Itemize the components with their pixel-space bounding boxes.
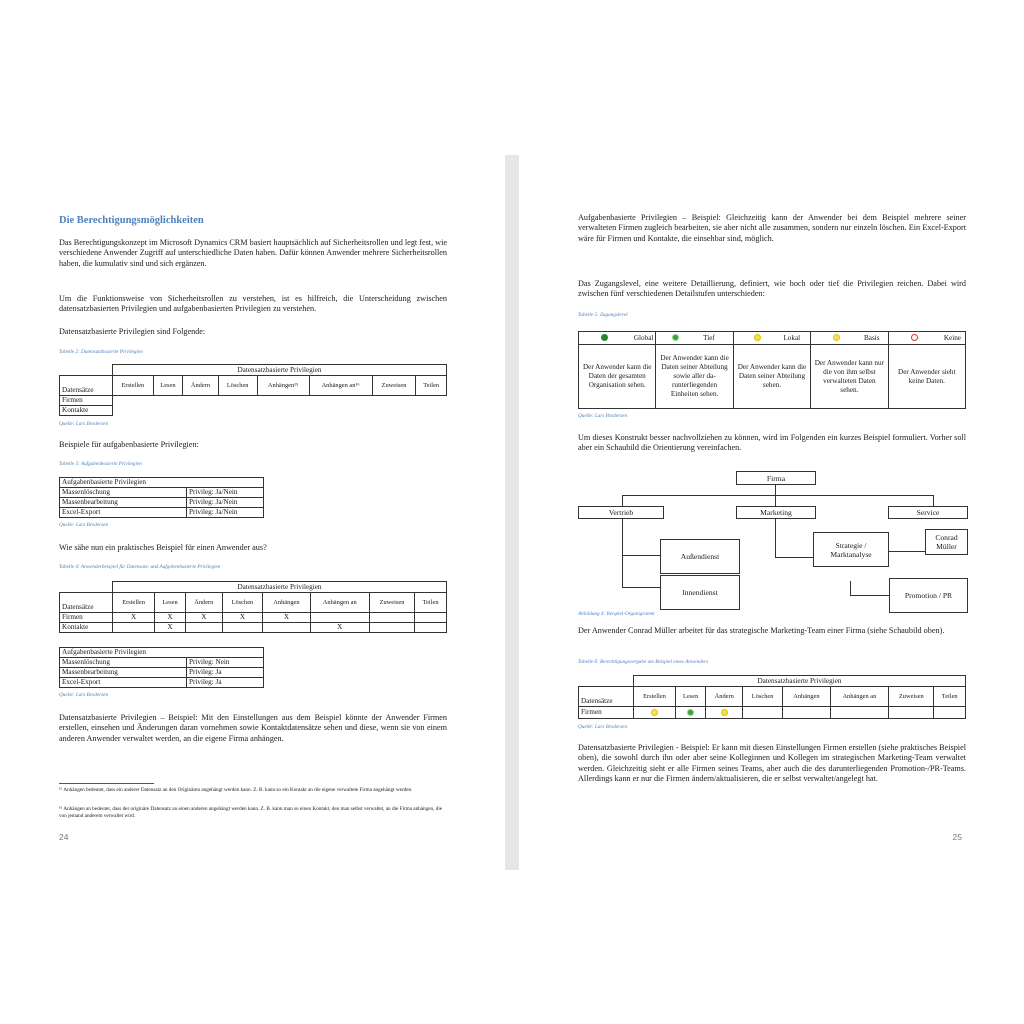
section-heading: Die Berechtigungsmöglichkeiten xyxy=(59,215,204,226)
table-row-header: Datensätze xyxy=(60,376,113,396)
table-cell: X xyxy=(155,613,186,623)
access-level-paragraph: Das Zugangslevel, eine weitere Detaillierung, definiert, wie hoch oder tief die Privilegien reichen. Dabei wird zwischen fünf verschiedenen Detailstufen unterschieden: xyxy=(578,279,966,299)
level-description: Der Anwender kann nur die von ihm selbst verwalteten Daten sehen. xyxy=(811,345,888,409)
col-header: Löschen xyxy=(222,593,263,613)
org-node-innendienst: Innendienst xyxy=(660,575,740,610)
table-cell: X xyxy=(222,613,263,623)
table-cell xyxy=(369,623,414,633)
table-cell: Privileg: Ja/Nein xyxy=(187,508,264,518)
table-cell xyxy=(369,613,414,623)
source-note: Quelle: Lars Brodersen xyxy=(578,724,628,730)
table-group-header: Datensatzbasierte Privilegien xyxy=(113,582,447,593)
table-cell: Privileg: Ja/Nein xyxy=(187,488,264,498)
task-privileges-intro: Beispiele für aufgabenbasierte Privilegien: xyxy=(59,440,199,449)
col-header: Anhängen¹⁵ xyxy=(257,376,309,396)
footnote-15: ¹⁵ Anhängen bedeutet, dass ein anderer Datensatz an den Originären angehängt werden kann. Z. B. kann so ein Kontakt an die eigene verwaltete Firma angehängt werden. xyxy=(59,787,413,793)
example-question: Wie sähe nun ein praktisches Beispiel für einen Anwender aus? xyxy=(59,543,267,552)
record-example-paragraph: Datensatzbasierte Privilegien – Beispiel: Mit den Einstellungen aus dem Beispiel könnte der Anwender Firmen erstellen, einsehen und Änderungen daran vornehmen sowie Kontaktdatensätze sehen und diese, wenn sie von einem anderen Anwender verwaltet werden, an die eigene Firma anhängen. xyxy=(59,713,447,743)
table-cell: Privileg: Nein xyxy=(187,658,264,668)
table-cell: Privileg: Ja xyxy=(187,678,264,688)
col-header: Erstellen xyxy=(634,687,676,707)
intro-paragraph: Das Berechtigungskonzept im Microsoft Dynamics CRM basiert hauptsächlich auf Sicherheitsrollen und legt fest, wie verschiedene Anwender Zugriff auf unterschiedliche Daten haben. Dafür können Anwender mehrere Sicherheitsrollen haben, die kumulativ sind und sich ergänzen. xyxy=(59,238,447,268)
table-row-header: Datensätze xyxy=(579,687,634,707)
task-example-paragraph: Aufgabenbasierte Privilegien – Beispiel: Gleichzeitig kann der Anwender bei dem Beispiel mehrere seiner verwalteten Firmen zugleich bearbeiten, sie aber nicht alle zusammen, sondern nur einzeln löschen. Ein Excel-Export wäre für Firmen und Kontakte, die einsehbar sind, möglich. xyxy=(578,213,966,243)
level-header: Keine xyxy=(888,332,965,345)
source-note: Quelle: Lars Brodersen xyxy=(578,413,628,419)
col-header: Teilen xyxy=(416,376,447,396)
org-node-promotion: Promotion / PR xyxy=(889,578,968,613)
global-level-icon xyxy=(601,334,608,341)
table-cell xyxy=(415,623,447,633)
level-description: Der Anwender kann die Daten seiner Abteilung sehen. xyxy=(733,345,810,409)
col-header: Lesen xyxy=(153,376,183,396)
table-user-access xyxy=(578,675,966,719)
table-cell xyxy=(185,623,222,633)
col-header: Zuweisen xyxy=(889,687,934,707)
caption-table-3: Tabelle 3: Aufgabenbasierte Privilegien xyxy=(59,461,142,467)
table-cell: Massenlöschung xyxy=(60,658,187,668)
table-group-header: Datensatzbasierte Privilegien xyxy=(634,676,966,687)
level-header: Global xyxy=(579,332,656,345)
caption-table-5: Tabelle 5: Zugangslevel xyxy=(578,312,628,318)
col-header: Erstellen xyxy=(113,593,155,613)
footnote-rule xyxy=(59,783,154,784)
col-header: Lesen xyxy=(675,687,706,707)
table-user-example xyxy=(59,581,447,633)
roles-paragraph: Um die Funktionsweise von Sicherheitsrollen zu verstehen, ist es hilfreich, die Unterscheidung zwischen datensatzbasierten Privilegien und aufgabenbasierten Privilegien zu verstehen. xyxy=(59,294,447,314)
table-cell xyxy=(263,623,311,633)
level-header: Lokal xyxy=(733,332,810,345)
deep-level-icon xyxy=(672,334,679,341)
table-row-label: Kontakte xyxy=(60,406,113,416)
table-cell: X xyxy=(310,623,369,633)
col-header: Anhängen an¹⁶ xyxy=(309,376,372,396)
table-cell: Massenbearbeitung xyxy=(60,498,187,508)
org-node-marketing: Marketing xyxy=(736,506,816,519)
table-access-levels xyxy=(578,331,966,409)
table-cell xyxy=(310,613,369,623)
level-description: Der Anwender kann die Daten der gesamten Organisation sehen. xyxy=(579,345,656,409)
col-header: Erstellen xyxy=(113,376,154,396)
record-privileges-intro: Datensatzbasierte Privilegien sind Folgende: xyxy=(59,327,206,336)
table-cell: Massenlöschung xyxy=(60,488,187,498)
source-note: Quelle: Lars Brodersen xyxy=(59,421,109,427)
footnote-16: ¹⁶ Anhängen an bedeutet, dass der originäre Datensatz an einen anderen angehängt werden kann. Z. B. kann man so einen Kontakt, den man selbst verwaltet, an die Firma anhängen, die von jemand anderem verwaltet wird. xyxy=(59,806,443,820)
caption-table-2: Tabelle 2: Datensatzbasierte Privilegien xyxy=(59,349,143,355)
col-header: Zuweisen xyxy=(369,593,414,613)
page-right xyxy=(520,155,970,870)
org-node-service: Service xyxy=(888,506,968,519)
col-header: Ändern xyxy=(706,687,743,707)
example-intro-paragraph: Um dieses Konstrukt besser nachvollziehen zu können, wird im Folgenden ein kurzes Beispiel formuliert. Vorher soll aber ein Schaubild die Orientierung vereinfachen. xyxy=(578,433,966,453)
source-note: Quelle: Lars Brodersen xyxy=(59,692,109,698)
level-description: Der Anwender kann die Daten seiner Abteilung sowie aller da-runterliegenden Einheiten sehen. xyxy=(656,345,733,409)
col-header: Zuweisen xyxy=(372,376,416,396)
local-level-icon xyxy=(721,709,728,716)
caption-table-6: Tabelle 6: Berechtigungsvergabe am Beispiel eines Anwenders xyxy=(578,659,709,665)
table-cell: X xyxy=(263,613,311,623)
table-row-label: Kontakte xyxy=(60,623,113,633)
col-header: Teilen xyxy=(415,593,447,613)
org-node-strategie: Strategie / Marktanalyse xyxy=(813,532,889,567)
figure-caption: Abbildung 4: Beispiel-Organigramm xyxy=(578,611,655,617)
basic-level-icon xyxy=(833,334,840,341)
table-cell: X xyxy=(113,613,155,623)
table-cell: Privileg: Ja/Nein xyxy=(187,498,264,508)
col-header: Löschen xyxy=(743,687,783,707)
local-level-icon xyxy=(754,334,761,341)
table-row-header: Datensätze xyxy=(60,593,113,613)
deep-level-icon xyxy=(687,709,694,716)
page-left xyxy=(52,155,502,870)
col-header: Ändern xyxy=(183,376,218,396)
col-header: Anhängen an xyxy=(830,687,889,707)
source-note: Quelle: Lars Brodersen xyxy=(59,522,109,528)
table-row-label: Firmen xyxy=(60,396,113,406)
table-cell xyxy=(113,623,155,633)
table-record-privileges xyxy=(59,364,447,416)
table-row-label: Firmen xyxy=(579,707,634,719)
table-user-task-privileges xyxy=(59,647,264,688)
table-head: Aufgabenbasierte Privilegien xyxy=(60,478,264,488)
caption-table-4: Tabelle 4: Anwenderbeispiel für Datensatz- und Aufgabenbasierte Privilegien xyxy=(59,564,221,570)
user-description-paragraph: Der Anwender Conrad Müller arbeitet für das strategische Marketing-Team einer Firma (siehe Schaubild oben). xyxy=(578,626,945,635)
page-number: 25 xyxy=(952,832,962,842)
level-header: Basis xyxy=(811,332,888,345)
table-head: Aufgabenbasierte Privilegien xyxy=(60,648,264,658)
org-node-aussendienst: Außendienst xyxy=(660,539,740,574)
table-cell xyxy=(222,623,263,633)
none-level-icon xyxy=(911,334,918,341)
user-record-example-paragraph: Datensatzbasierte Privilegien - Beispiel: Er kann mit diesen Einstellungen Firmen erstellen (siehe praktisches Beispiel oben), die sowohl durch ihn oder aber seine Kolleginnen und Kollegen im strategischen Marketing-Team verwaltet werden. Gleichzeitig sieht er alle Firmen seines Teams, aber auch die des darunterliegenden Promotion-/PR-Teams. Allerdings kann er nur die Firmen ändern/aktualisieren, die er selbst verwaltet/angelegt hat. xyxy=(578,743,966,783)
col-header: Anhängen xyxy=(783,687,830,707)
table-cell: Privileg: Ja xyxy=(187,668,264,678)
org-node-firma: Firma xyxy=(736,471,816,485)
level-description: Der Anwender sieht keine Daten. xyxy=(888,345,965,409)
col-header: Anhängen an xyxy=(310,593,369,613)
table-group-header: Datensatzbasierte Privilegien xyxy=(113,365,447,376)
col-header: Lesen xyxy=(155,593,186,613)
org-node-conrad: Conrad Müller xyxy=(925,529,968,555)
page-number: 24 xyxy=(59,832,69,842)
col-header: Löschen xyxy=(218,376,257,396)
table-row-label: Firmen xyxy=(60,613,113,623)
col-header: Ändern xyxy=(185,593,222,613)
org-chart xyxy=(578,471,966,607)
table-cell xyxy=(415,613,447,623)
basic-level-icon xyxy=(651,709,658,716)
level-header: Tief xyxy=(656,332,733,345)
page-gutter xyxy=(505,155,519,870)
org-node-vertrieb: Vertrieb xyxy=(578,506,664,519)
col-header: Teilen xyxy=(934,687,966,707)
col-header: Anhängen xyxy=(263,593,311,613)
table-cell: Massenbearbeitung xyxy=(60,668,187,678)
table-task-privileges xyxy=(59,477,264,518)
table-cell: Excel-Export xyxy=(60,678,187,688)
table-cell: X xyxy=(155,623,186,633)
table-cell: Excel-Export xyxy=(60,508,187,518)
table-cell: X xyxy=(185,613,222,623)
